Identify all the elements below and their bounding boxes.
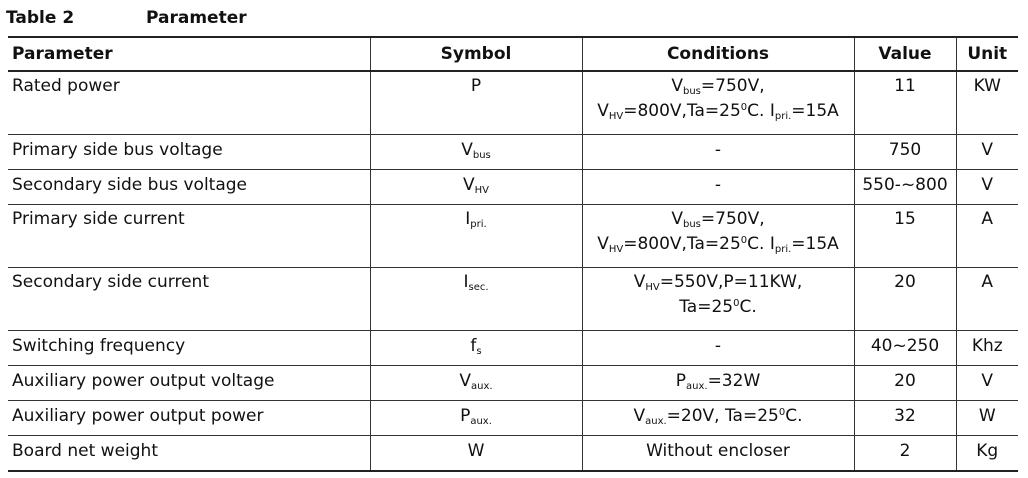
cell-value: 550-~800	[854, 170, 956, 205]
cell-unit: A	[956, 205, 1018, 268]
cell-parameter: Rated power	[8, 71, 370, 135]
table-header-row	[8, 37, 1018, 71]
cell-parameter: Switching frequency	[8, 331, 370, 366]
cell-value: 20	[854, 268, 956, 331]
table-row	[8, 366, 1018, 401]
cell-unit: V	[956, 135, 1018, 170]
parameter-table	[8, 36, 1018, 472]
cell-symbol: W	[370, 436, 582, 472]
cell-parameter: Secondary side bus voltage	[8, 170, 370, 205]
table-number: Table 2	[6, 8, 75, 28]
header-value: Value	[854, 37, 956, 71]
cell-value: 15	[854, 205, 956, 268]
cell-conditions: Without encloser	[582, 436, 854, 472]
cell-symbol: $I_{sec.}$	[370, 268, 582, 331]
cell-parameter: Auxiliary power output power	[8, 401, 370, 436]
cell-conditions: -	[582, 170, 854, 205]
cell-conditions: $V_{aux.}=20V$, $Ta=25^0C$.	[582, 401, 854, 436]
cell-symbol: $P_{aux.}$	[370, 401, 582, 436]
cell-value: 20	[854, 366, 956, 401]
cell-unit: V	[956, 366, 1018, 401]
table-caption	[6, 6, 247, 30]
cell-value: 750	[854, 135, 956, 170]
cell-value: 11	[854, 71, 956, 135]
cell-unit: V	[956, 170, 1018, 205]
cell-symbol: $V_{HV}$	[370, 170, 582, 205]
cell-unit: KW	[956, 71, 1018, 135]
header-unit: Unit	[956, 37, 1018, 71]
cell-symbol: P	[370, 71, 582, 135]
cell-parameter: Secondary side current	[8, 268, 370, 331]
cell-symbol: $V_{bus}$	[370, 135, 582, 170]
cell-parameter: Board net weight	[8, 436, 370, 472]
table-row	[8, 436, 1018, 472]
cell-value: 40~250	[854, 331, 956, 366]
table-row	[8, 331, 1018, 366]
cell-parameter: Primary side bus voltage	[8, 135, 370, 170]
cell-value: 32	[854, 401, 956, 436]
cell-parameter: Primary side current	[8, 205, 370, 268]
cell-unit: A	[956, 268, 1018, 331]
table-row	[8, 268, 1018, 331]
cell-symbol: $I_{pri.}$	[370, 205, 582, 268]
cell-conditions: $P_{aux.}=32W$	[582, 366, 854, 401]
cell-unit: Khz	[956, 331, 1018, 366]
cell-symbol: $V_{aux.}$	[370, 366, 582, 401]
cell-conditions: -	[582, 135, 854, 170]
cell-symbol: $f_s$	[370, 331, 582, 366]
header-symbol: Symbol	[370, 37, 582, 71]
cell-conditions: -	[582, 331, 854, 366]
table-title: Parameter	[146, 8, 247, 28]
cell-unit: Kg	[956, 436, 1018, 472]
cell-unit: W	[956, 401, 1018, 436]
table-row	[8, 135, 1018, 170]
header-parameter: Parameter	[8, 37, 370, 71]
cell-conditions: $V_{bus}=750V$, $V_{HV}=800V,Ta=25^0C$. $I_{pri.}=15A$	[582, 205, 854, 268]
cell-conditions: $V_{HV}=550V,P=11KW$, $Ta=25^0C$.	[582, 268, 854, 331]
table-row	[8, 170, 1018, 205]
cell-parameter: Auxiliary power output voltage	[8, 366, 370, 401]
cell-conditions: $V_{bus}=750V$, $V_{HV}=800V,Ta=25^0C$. $I_{pri.}=15A$	[582, 71, 854, 135]
table-row	[8, 71, 1018, 135]
table-row	[8, 401, 1018, 436]
cell-value: 2	[854, 436, 956, 472]
header-conditions: Conditions	[582, 37, 854, 71]
table-row	[8, 205, 1018, 268]
